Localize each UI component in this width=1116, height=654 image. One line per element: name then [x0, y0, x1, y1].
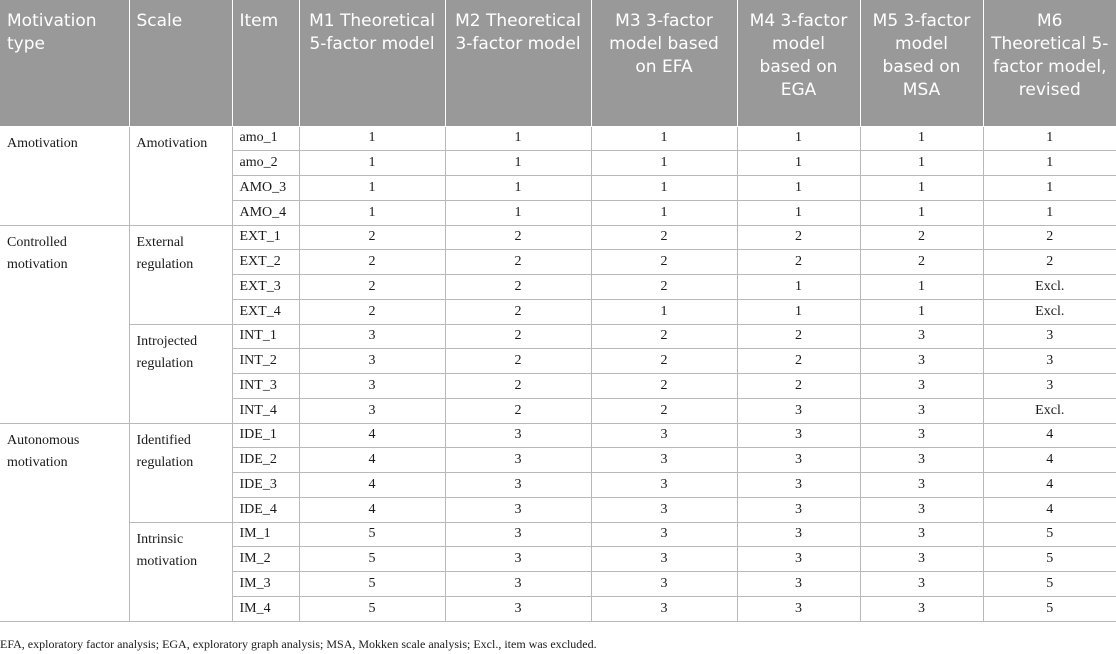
model-value-cell-m6: 4 — [983, 423, 1116, 448]
model-value-cell-m2: 3 — [445, 448, 591, 473]
scale-cell: Identified regulation — [129, 423, 232, 522]
item-cell: INT_2 — [232, 349, 299, 374]
model-value-cell-m1: 4 — [299, 423, 445, 448]
model-value-cell-m4: 3 — [737, 423, 860, 448]
model-value-cell-m1: 1 — [299, 200, 445, 225]
model-value-cell-m4: 3 — [737, 398, 860, 423]
header-m1: M1 Theoretical 5-factor model — [299, 0, 445, 126]
model-value-cell-m2: 1 — [445, 200, 591, 225]
model-value-cell-m3: 1 — [591, 126, 737, 151]
header-m4: M4 3-factor model based on EGA — [737, 0, 860, 126]
model-value-cell-m5: 2 — [860, 225, 983, 250]
item-cell: EXT_2 — [232, 250, 299, 275]
model-value-cell-m5: 3 — [860, 522, 983, 547]
model-value-cell-m6: 4 — [983, 497, 1116, 522]
header-motivation-type: Motivation type — [0, 0, 129, 126]
model-value-cell-m2: 2 — [445, 299, 591, 324]
model-value-cell-m6: 3 — [983, 324, 1116, 349]
model-value-cell-m4: 3 — [737, 448, 860, 473]
model-value-cell-m6: 4 — [983, 448, 1116, 473]
model-value-cell-m6: 5 — [983, 522, 1116, 547]
item-cell: INT_3 — [232, 374, 299, 399]
header-m3: M3 3-factor model based on EFA — [591, 0, 737, 126]
model-value-cell-m6: 5 — [983, 547, 1116, 572]
model-value-cell-m3: 3 — [591, 448, 737, 473]
item-cell: IDE_2 — [232, 448, 299, 473]
model-value-cell-m6: Excl. — [983, 299, 1116, 324]
model-value-cell-m4: 3 — [737, 522, 860, 547]
model-value-cell-m1: 3 — [299, 324, 445, 349]
model-value-cell-m4: 1 — [737, 151, 860, 176]
model-value-cell-m4: 2 — [737, 225, 860, 250]
item-cell: IDE_3 — [232, 473, 299, 498]
item-cell: IDE_4 — [232, 497, 299, 522]
model-value-cell-m5: 2 — [860, 250, 983, 275]
model-value-cell-m4: 1 — [737, 200, 860, 225]
model-value-cell-m3: 2 — [591, 275, 737, 300]
item-cell: EXT_3 — [232, 275, 299, 300]
model-value-cell-m6: 1 — [983, 126, 1116, 151]
model-value-cell-m2: 3 — [445, 473, 591, 498]
model-value-cell-m3: 2 — [591, 374, 737, 399]
model-value-cell-m4: 1 — [737, 299, 860, 324]
item-cell: INT_4 — [232, 398, 299, 423]
model-value-cell-m2: 3 — [445, 596, 591, 621]
model-value-cell-m3: 1 — [591, 151, 737, 176]
model-value-cell-m1: 3 — [299, 349, 445, 374]
model-value-cell-m4: 3 — [737, 596, 860, 621]
model-value-cell-m6: 3 — [983, 349, 1116, 374]
item-cell: INT_1 — [232, 324, 299, 349]
motivation-type-cell: Autonomous motivation — [0, 423, 129, 621]
model-value-cell-m2: 2 — [445, 374, 591, 399]
model-value-cell-m6: Excl. — [983, 275, 1116, 300]
header-m2: M2 Theoretical 3-factor model — [445, 0, 591, 126]
model-value-cell-m2: 3 — [445, 572, 591, 597]
item-cell: AMO_3 — [232, 176, 299, 201]
model-value-cell-m4: 3 — [737, 572, 860, 597]
item-cell: IDE_1 — [232, 423, 299, 448]
model-value-cell-m2: 2 — [445, 398, 591, 423]
model-value-cell-m5: 3 — [860, 398, 983, 423]
model-value-cell-m6: 5 — [983, 596, 1116, 621]
model-value-cell-m5: 3 — [860, 572, 983, 597]
model-value-cell-m2: 2 — [445, 324, 591, 349]
model-value-cell-m3: 2 — [591, 398, 737, 423]
model-value-cell-m5: 1 — [860, 299, 983, 324]
model-value-cell-m4: 2 — [737, 250, 860, 275]
item-cell: EXT_4 — [232, 299, 299, 324]
table-row — [0, 324, 1116, 349]
model-value-cell-m6: Excl. — [983, 398, 1116, 423]
model-value-cell-m4: 1 — [737, 126, 860, 151]
model-value-cell-m6: 2 — [983, 225, 1116, 250]
model-value-cell-m2: 2 — [445, 225, 591, 250]
model-value-cell-m2: 3 — [445, 497, 591, 522]
table-body — [0, 126, 1116, 621]
item-cell: IM_1 — [232, 522, 299, 547]
scale-cell: Intrinsic motivation — [129, 522, 232, 621]
model-value-cell-m5: 3 — [860, 423, 983, 448]
model-value-cell-m3: 1 — [591, 176, 737, 201]
model-value-cell-m5: 3 — [860, 349, 983, 374]
model-value-cell-m5: 3 — [860, 473, 983, 498]
header-m6: M6 Theoretical 5-factor model, revised — [983, 0, 1116, 126]
scale-cell: Amotivation — [129, 126, 232, 225]
model-value-cell-m3: 3 — [591, 497, 737, 522]
model-value-cell-m4: 3 — [737, 547, 860, 572]
table-row — [0, 225, 1116, 250]
table-row — [0, 126, 1116, 151]
model-value-cell-m3: 3 — [591, 572, 737, 597]
model-value-cell-m2: 2 — [445, 349, 591, 374]
model-value-cell-m3: 2 — [591, 250, 737, 275]
model-value-cell-m1: 3 — [299, 398, 445, 423]
model-value-cell-m3: 1 — [591, 299, 737, 324]
item-cell: IM_3 — [232, 572, 299, 597]
scale-cell: External regulation — [129, 225, 232, 324]
scale-cell: Introjected regulation — [129, 324, 232, 423]
model-value-cell-m6: 4 — [983, 473, 1116, 498]
model-value-cell-m5: 3 — [860, 497, 983, 522]
model-value-cell-m6: 1 — [983, 151, 1116, 176]
motivation-type-cell: Amotivation — [0, 126, 129, 225]
model-value-cell-m4: 2 — [737, 324, 860, 349]
motivation-type-cell: Controlled motivation — [0, 225, 129, 423]
table-row — [0, 423, 1116, 448]
model-value-cell-m5: 1 — [860, 126, 983, 151]
item-cell: amo_2 — [232, 151, 299, 176]
item-cell: EXT_1 — [232, 225, 299, 250]
model-value-cell-m1: 1 — [299, 151, 445, 176]
model-value-cell-m1: 1 — [299, 126, 445, 151]
item-cell: IM_4 — [232, 596, 299, 621]
header-row — [0, 0, 1116, 126]
header-scale: Scale — [129, 0, 232, 126]
model-value-cell-m4: 1 — [737, 275, 860, 300]
model-value-cell-m3: 3 — [591, 473, 737, 498]
model-value-cell-m3: 1 — [591, 200, 737, 225]
model-value-cell-m5: 3 — [860, 324, 983, 349]
header-item: Item — [232, 0, 299, 126]
model-value-cell-m1: 5 — [299, 522, 445, 547]
table-footnote: EFA, exploratory factor analysis; EGA, exploratory graph analysis; MSA, Mokken scale analysis; Excl., item was excluded. — [0, 637, 597, 651]
model-value-cell-m6: 3 — [983, 374, 1116, 399]
model-value-cell-m1: 2 — [299, 250, 445, 275]
model-value-cell-m5: 1 — [860, 176, 983, 201]
model-value-cell-m5: 1 — [860, 151, 983, 176]
model-value-cell-m2: 3 — [445, 547, 591, 572]
model-value-cell-m2: 2 — [445, 250, 591, 275]
model-value-cell-m1: 5 — [299, 596, 445, 621]
model-value-cell-m4: 1 — [737, 176, 860, 201]
model-value-cell-m2: 1 — [445, 151, 591, 176]
model-value-cell-m1: 3 — [299, 374, 445, 399]
model-value-cell-m5: 3 — [860, 448, 983, 473]
model-value-cell-m1: 4 — [299, 473, 445, 498]
item-cell: IM_2 — [232, 547, 299, 572]
model-value-cell-m1: 2 — [299, 225, 445, 250]
model-value-cell-m1: 5 — [299, 547, 445, 572]
model-value-cell-m1: 4 — [299, 448, 445, 473]
model-value-cell-m4: 2 — [737, 374, 860, 399]
model-value-cell-m4: 2 — [737, 349, 860, 374]
model-value-cell-m3: 2 — [591, 324, 737, 349]
model-value-cell-m3: 3 — [591, 547, 737, 572]
header-m5: M5 3-factor model based on MSA — [860, 0, 983, 126]
model-value-cell-m2: 3 — [445, 423, 591, 448]
model-value-cell-m1: 2 — [299, 299, 445, 324]
model-value-cell-m6: 5 — [983, 572, 1116, 597]
model-value-cell-m1: 2 — [299, 275, 445, 300]
model-value-cell-m4: 3 — [737, 497, 860, 522]
model-value-cell-m5: 1 — [860, 275, 983, 300]
model-value-cell-m2: 2 — [445, 275, 591, 300]
model-value-cell-m4: 3 — [737, 473, 860, 498]
model-value-cell-m1: 5 — [299, 572, 445, 597]
model-value-cell-m3: 3 — [591, 596, 737, 621]
item-cell: AMO_4 — [232, 200, 299, 225]
model-value-cell-m5: 3 — [860, 547, 983, 572]
table-row — [0, 522, 1116, 547]
item-cell: amo_1 — [232, 126, 299, 151]
model-value-cell-m2: 1 — [445, 176, 591, 201]
model-value-cell-m3: 3 — [591, 423, 737, 448]
model-value-cell-m3: 2 — [591, 349, 737, 374]
model-value-cell-m3: 2 — [591, 225, 737, 250]
model-value-cell-m3: 3 — [591, 522, 737, 547]
model-value-cell-m1: 4 — [299, 497, 445, 522]
model-value-cell-m2: 1 — [445, 126, 591, 151]
model-value-cell-m6: 1 — [983, 176, 1116, 201]
model-value-cell-m5: 3 — [860, 374, 983, 399]
model-value-cell-m6: 2 — [983, 250, 1116, 275]
model-value-cell-m5: 3 — [860, 596, 983, 621]
model-value-cell-m2: 3 — [445, 522, 591, 547]
model-value-cell-m6: 1 — [983, 200, 1116, 225]
model-value-cell-m5: 1 — [860, 200, 983, 225]
model-value-cell-m1: 1 — [299, 176, 445, 201]
